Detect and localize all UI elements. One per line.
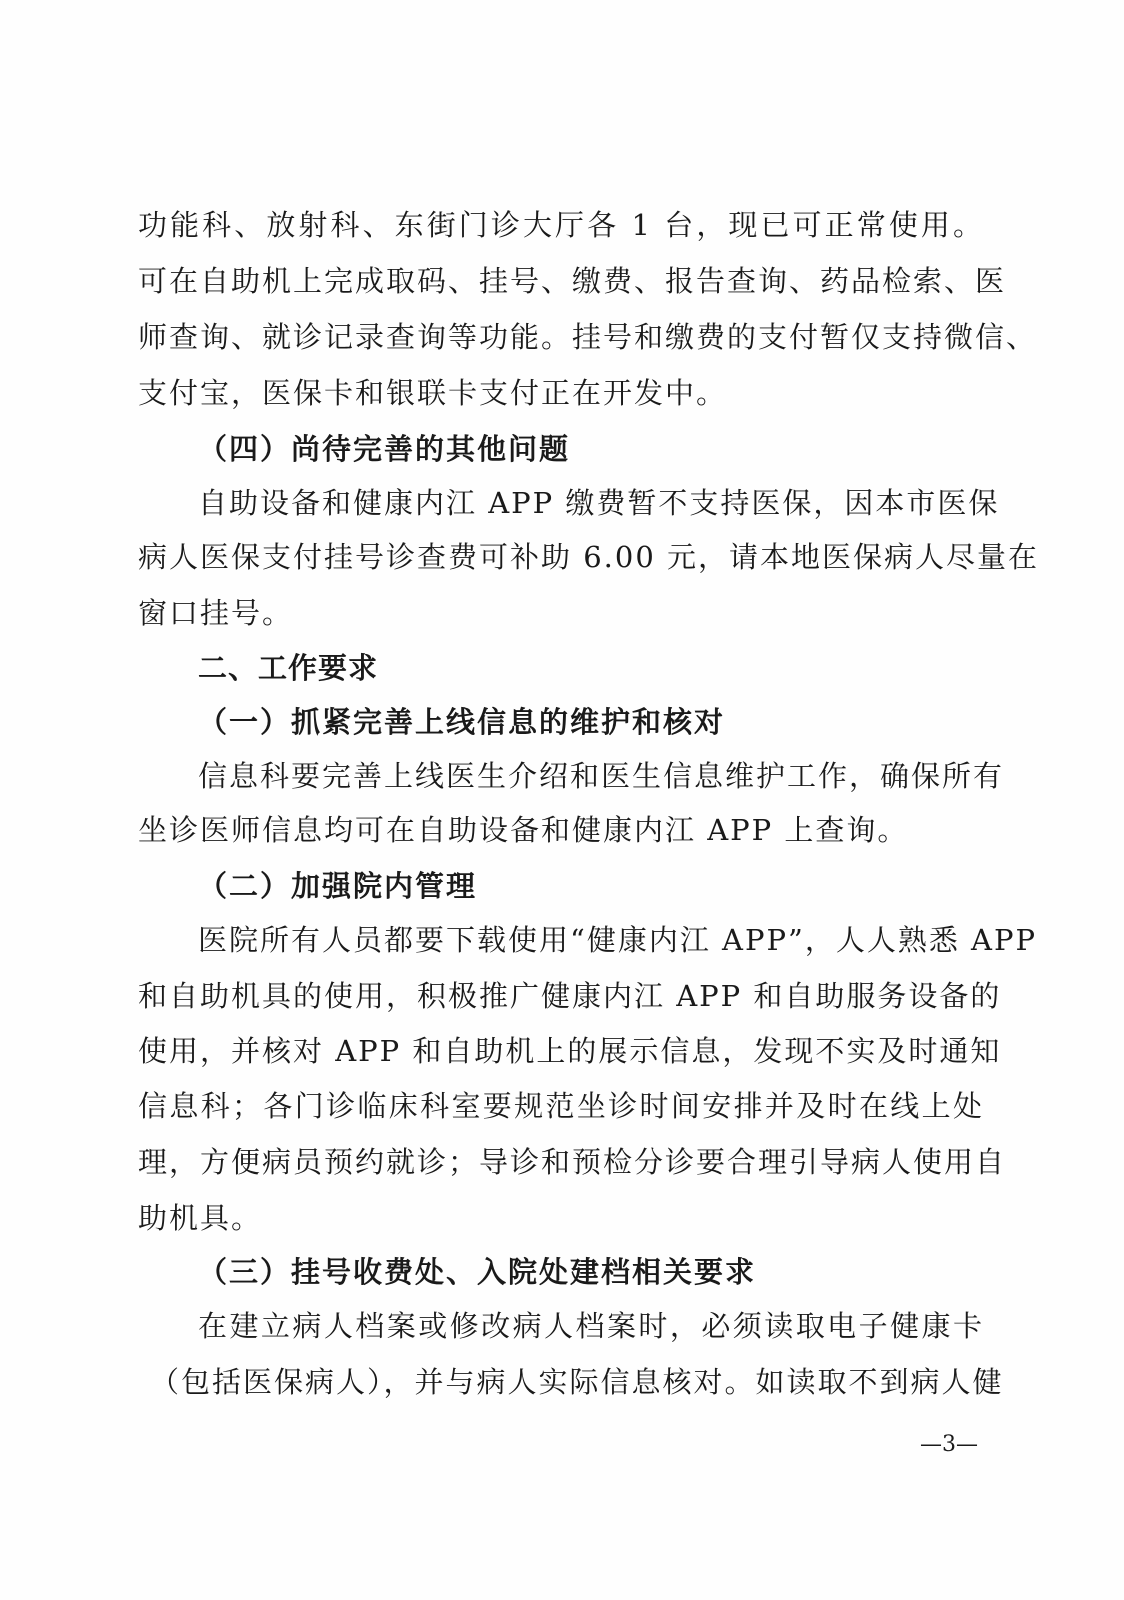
paragraph-line: 坐诊医师信息均可在自助设备和健康内江 APP 上查询。	[138, 813, 909, 847]
section-heading-1: （一）抓紧完善上线信息的维护和核对	[198, 705, 726, 739]
paragraph-line: 和自助机具的使用，积极推广健康内江 APP 和自助服务设备的	[138, 979, 1002, 1013]
paragraph-line: 自助设备和健康内江 APP 缴费暂不支持医保，因本市医保	[198, 486, 1000, 520]
paragraph-line: （包括医保病人），并与病人实际信息核对。如读取不到病人健	[150, 1365, 1004, 1399]
paragraph-line: 使用，并核对 APP 和自助机上的展示信息，发现不实及时通知	[138, 1034, 1002, 1068]
page-number: —3—	[920, 1432, 978, 1457]
paragraph-line: 信息科要完善上线医生介绍和医生信息维护工作，确保所有	[198, 759, 1005, 793]
section-heading-2: （二）加强院内管理	[198, 869, 478, 903]
paragraph-line: 理，方便病员预约就诊；导诊和预检分诊要合理引导病人使用自	[138, 1145, 1007, 1179]
paragraph-line: 支付宝，医保卡和银联卡支付正在开发中。	[138, 376, 728, 410]
paragraph-line: 功能科、放射科、东街门诊大厅各 1 台，现已可正常使用。	[138, 208, 984, 242]
section-heading-3: （三）挂号收费处、入院处建档相关要求	[198, 1255, 757, 1289]
paragraph-line: 可在自助机上完成取码、挂号、缴费、报告查询、药品检索、医	[138, 264, 1007, 298]
chapter-heading-2: 二、工作要求	[198, 651, 379, 685]
paragraph-line: 病人医保支付挂号诊查费可补助 6.00 元，请本地医保病人尽量在	[138, 540, 1040, 574]
paragraph-line: 在建立病人档案或修改病人档案时，必须读取电子健康卡	[198, 1309, 984, 1343]
paragraph-line: 信息科；各门诊临床科室要规范坐诊时间安排并及时在线上处	[138, 1089, 984, 1123]
section-heading-4: （四）尚待完善的其他问题	[198, 432, 571, 466]
paragraph-line: 师查询、就诊记录查询等功能。挂号和缴费的支付暂仅支持微信、	[138, 320, 1038, 354]
paragraph-line: 助机具。	[138, 1201, 263, 1235]
paragraph-line: 窗口挂号。	[138, 596, 294, 630]
paragraph-line: 医院所有人员都要下载使用“健康内江 APP”，人人熟悉 APP	[198, 923, 1038, 957]
